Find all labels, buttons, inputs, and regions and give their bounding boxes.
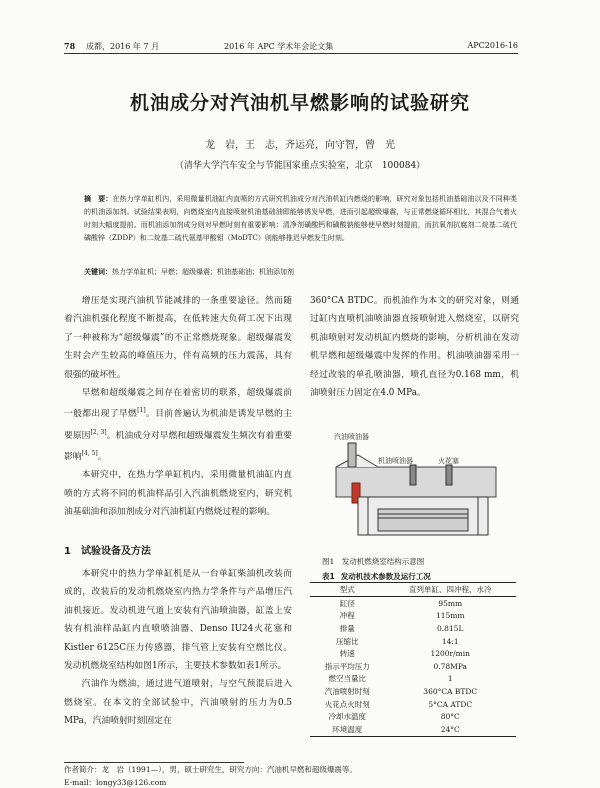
param-name: 燃空当量比 [328,674,366,684]
table-caption [322,571,437,582]
param-value: 0.815L [437,623,464,633]
param-name: 指示平均压力 [324,661,370,671]
param-value: 1200r/min [430,649,471,659]
author-list: 龙 岩，王 志，齐运亮，向守智，曾 光 [205,140,395,151]
table-header-cell: 直列单缸、四冲程、水冷 [384,583,516,597]
figure-label-spark-plug: 火花塞 [438,457,459,465]
param-name: 汽油喷射时刻 [324,686,370,696]
table-row [310,647,516,660]
table-row [310,710,516,723]
param-name: 压缩比 [335,636,359,646]
paper-code: APC2016-16 [467,41,518,50]
abstract-text: 在热力学单缸机内，采用微量机油缸内直喷的方式研究机油成分对汽油机缸内燃烧的影响，研究对象包括机油基础油以及不同种类的机油添加剂。试验结果表明，向燃烧室内直接喷射机油基础油即能够诱发早燃，进而引起超级爆震，与正常燃烧循环相比，其混合气着火时刻大幅度提前。而机油添加剂成分则对早燃时刻有重要影响：清净剂磺酸钙和磺酸钠能够使早燃时刻提前，而抗氧剂抗腐剂二烷基二硫代磷酸锌（ZDDP）和二烷基二硫代氨基甲酸钼（MoDTC）则能够推迟早燃发生时刻。 [84,195,518,242]
table-row [310,673,516,686]
author-email: E-mail：longy33@126.com [64,778,167,787]
param-name: 环境温度 [310,723,384,736]
engine-parameter-table [310,582,516,737]
param-name: 冷却水温度 [328,712,366,722]
author-bio: 作者简介：龙 岩（1991—），男，硕士研究生，研究方向：汽油机早燃和超级爆震等。 [64,765,357,774]
table-row [310,660,516,673]
continued-paragraph: 360°CA BTDC。而机油作为本文的研究对象，则通过缸内直喷机油喷油器直接喷射进入燃烧室，以研究机油喷射对发动机缸内燃烧的影响，分析机油在发动机早燃和超级爆震中发挥的作用。机油喷油器采用一经过改装的单孔喷油器，喷孔直径为0.168 mm，机油喷射压力固定在4.0 MPa。 [310,296,519,399]
param-value: 95mm [438,598,463,608]
param-name: 缸径 [339,598,355,608]
proceedings-name: 2016 年 APC 学术年会论文集 [224,42,334,51]
combustion-chamber-figure [318,425,508,545]
table-row [310,622,516,635]
param-value: 0.78MPa [433,661,468,671]
methods-column [64,565,292,731]
abstract [84,193,517,245]
table-row [310,723,516,736]
param-value: 115mm [435,611,465,621]
right-column-text [310,292,519,402]
citation: [4, 5] [81,450,98,458]
table-header-cell: 型式 [310,583,384,597]
paper-title: 机油成分对汽油机早燃影响的试验研究 [129,92,470,114]
intro-paragraph-3: 本研究中，在热力学单缸机内，采用微量机油缸内直喷的方式将不同的机油样品引入汽油机燃烧室内，研究机油基础油和添加剂成分对汽油机缸内燃烧过程的影响。 [64,470,292,518]
table-title: 发动机技术参数及运行工况 [340,572,431,581]
param-value: 24°C [384,723,516,736]
table-label: 表1 [322,572,335,581]
methods-paragraph-1: 本研究中的热力学单缸机是从一台单缸柴油机改装而成的，改装后的发动机燃烧室内热力学条件与产品增压汽油机接近。发动机进气道上安装有汽油喷油器，缸盖上安装有机油样品缸内直喷喷油器、Denso IU24火花塞和Kistler 6125C压力传感器，排气管上安装有空燃比仪。发动机燃烧室结构如图1所示，主要技术参数如表1所示。 [64,569,292,672]
param-name: 排量 [339,623,355,633]
table-row [310,597,516,610]
param-value: 80°C [440,712,460,722]
table-row [310,610,516,623]
conference-location: 成都，2016 年 7 月 [86,42,160,51]
affiliation: （清华大学汽车安全与节能国家重点实验室，北京 100084） [174,161,426,171]
header-rule [64,53,518,54]
keywords-text: 热力学单缸机；早燃；超级爆震；机油基础油；机油添加剂 [112,268,294,276]
page-number: 78 [64,41,76,51]
param-name: 火花点火时刻 [324,699,370,709]
methods-paragraph-2: 汽油作为燃油，通过进气道喷射，与空气预混后进入燃烧室。在本文的全部试验中，汽油喷射的压力为0.5 MPa，汽油喷射时刻固定在 [64,679,292,727]
keywords-label: 关键词： [84,268,112,276]
param-name: 冲程 [339,611,355,621]
intro-column [64,292,292,522]
table-row [310,685,516,698]
param-value: 360°CA BTDC [423,686,478,696]
param-value: 1 [447,674,453,684]
intro-paragraph-2: 早燃和超级爆震之间存在着密切的联系，超级爆震前一般都出现了早燃[1]。目前普遍认为机油是诱发早燃的主要原因[2, 3]。机油成分对早燃和超级爆震发生频次有着重要影响[4, 5]。 [64,388,292,463]
keywords [84,267,517,278]
section-heading: 1 试验设备及方法 [64,546,151,557]
citation: [1] [137,407,146,415]
figure-label-oil-injector: 机油喷油器 [378,457,413,465]
intro-paragraph-1: 增压是实现汽油机节能减排的一条重要途径。然而随着汽油机强化程度不断提高，在低转速大负荷工况下出现了一种被称为“超级爆震”的不正常燃烧现象。超级爆震发生时会产生较高的峰值压力，伴有高频的压力震荡，具有很强的破坏性。 [64,296,292,380]
footnote-rule [64,762,244,763]
abstract-label: 摘 要： [84,195,113,203]
table-row [310,698,516,711]
table-row [310,635,516,648]
table-header-row [310,583,516,597]
figure-caption: 图1 发动机燃烧室结构示意图 [322,557,425,566]
figure-label-gasoline-injector: 汽油喷油器 [334,433,369,441]
param-value: 5°CA ATDC [428,699,473,709]
param-name: 转速 [339,649,355,659]
citation: [2, 3] [90,428,107,436]
engine-block-drawing [336,443,496,535]
param-value: 14:1 [441,636,459,646]
